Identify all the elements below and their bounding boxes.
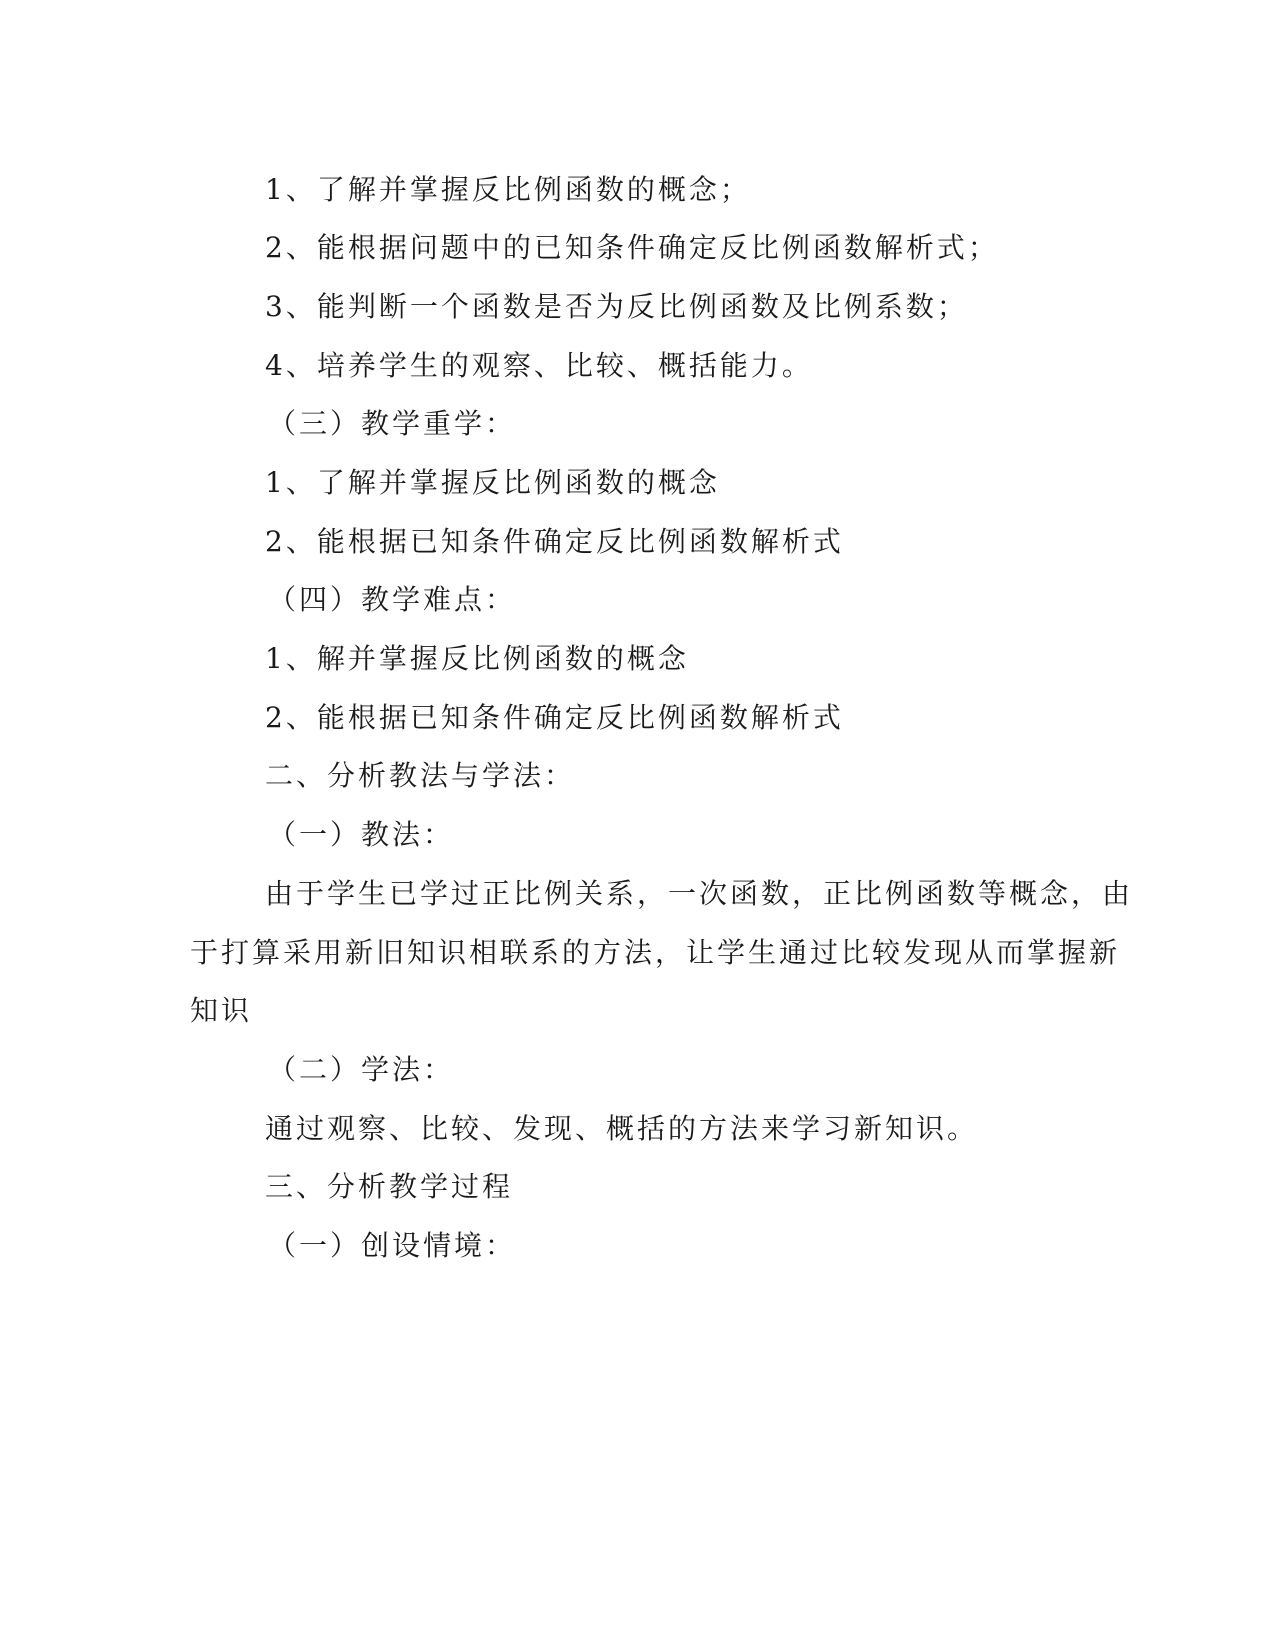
objective-3: 3、能判断一个函数是否为反比例函数及比例系数； <box>265 290 968 323</box>
difficulty-2: 2、能根据已知条件确定反比例函数解析式 <box>265 701 844 734</box>
learning-method-text: 通过观察、比较、发现、概括的方法来学习新知识。 <box>265 1112 979 1145</box>
paragraph-line-2: 于打算采用新旧知识相联系的方法，让学生通过比较发现从而掌握新 <box>190 936 1121 969</box>
section-heading-difficulties: （四）教学难点： <box>268 583 517 616</box>
objective-4: 4、培养学生的观察、比较、概括能力。 <box>265 349 813 382</box>
section-heading-methods: 二、分析教法与学法： <box>265 759 576 792</box>
subheading-create-scenario: （一）创设情境： <box>268 1229 517 1262</box>
difficulty-1: 1、解并掌握反比例函数的概念 <box>265 642 689 675</box>
section-heading-process: 三、分析教学过程 <box>265 1170 514 1203</box>
section-heading-key-points: （三）教学重学： <box>268 407 517 440</box>
subheading-learning-method: （二）学法： <box>268 1053 455 1086</box>
paragraph-line-3: 知识 <box>190 994 253 1027</box>
paragraph-line-1: 由于学生已学过正比例关系，一次函数，正比例函数等概念，由 <box>265 877 1134 910</box>
subheading-teaching-method: （一）教法： <box>268 818 455 851</box>
objective-1: 1、了解并掌握反比例函数的概念； <box>265 173 751 206</box>
key-point-2: 2、能根据已知条件确定反比例函数解析式 <box>265 525 844 558</box>
key-point-1: 1、了解并掌握反比例函数的概念 <box>265 466 720 499</box>
objective-2: 2、能根据问题中的已知条件确定反比例函数解析式； <box>265 231 999 264</box>
